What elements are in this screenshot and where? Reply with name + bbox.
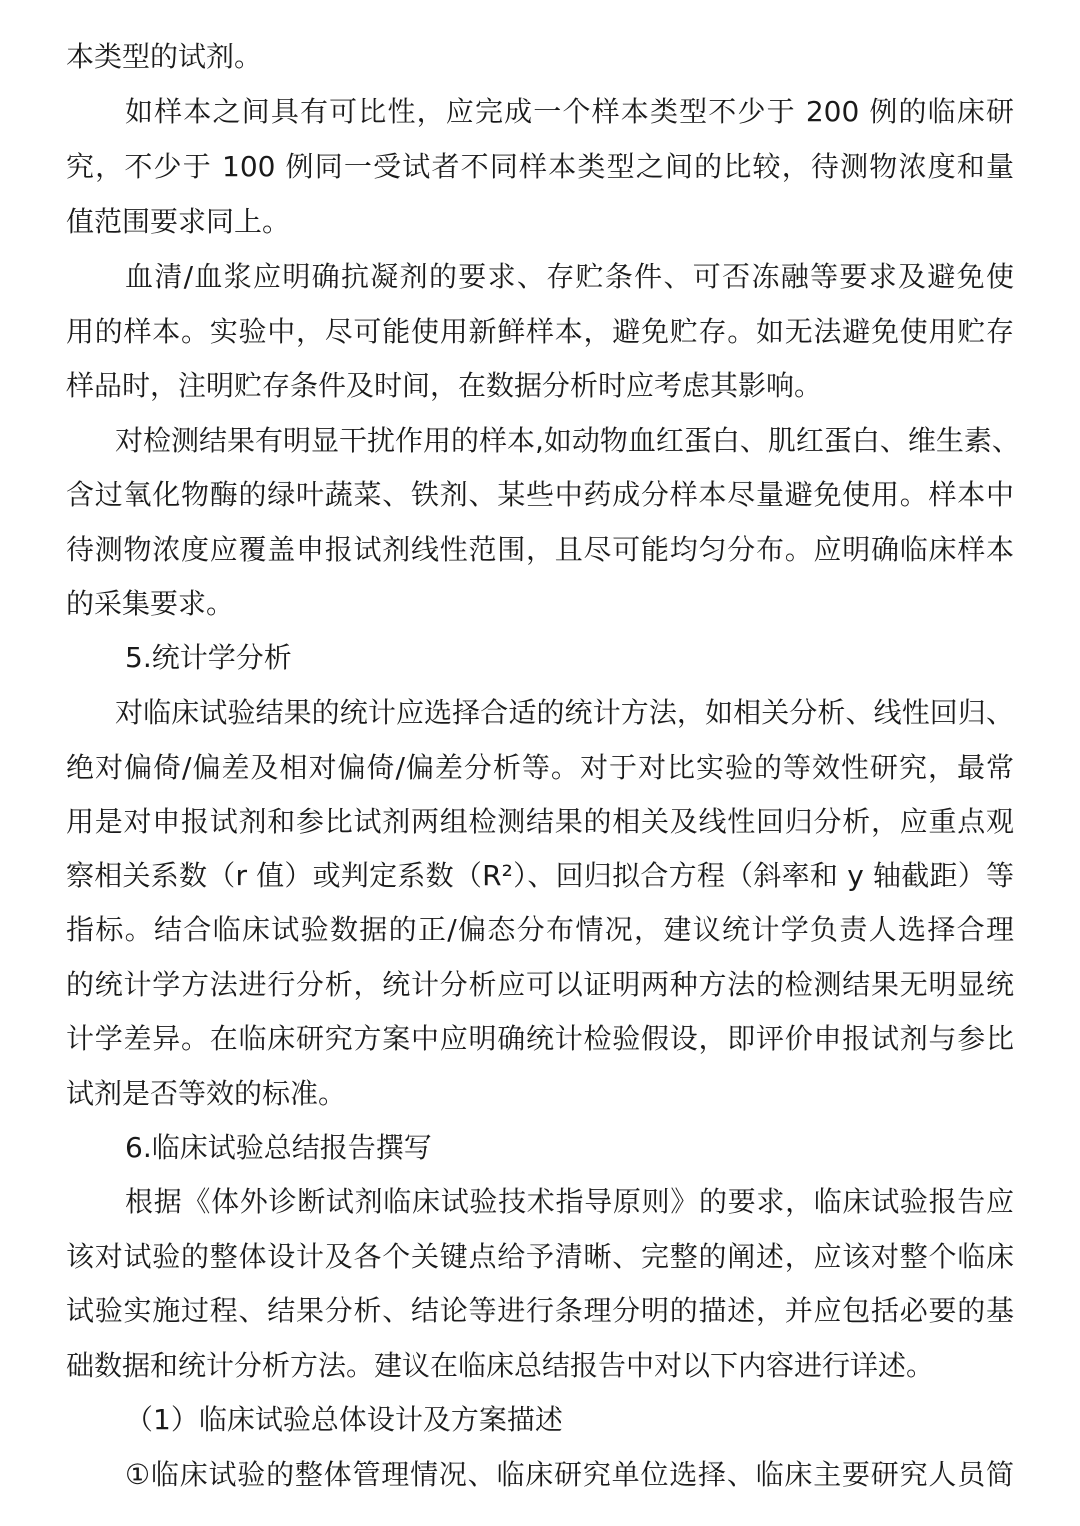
text-line: 试验实施过程、结果分析、结论等进行条理分明的描述，并应包括必要的基 xyxy=(66,1294,1014,1327)
text-line: 试剂是否等效的标准。 xyxy=(66,1077,347,1110)
text-line: 究，不少于 100 例同一受试者不同样本类型之间的比较，待测物浓度和量 xyxy=(66,150,1014,183)
text-line: 指标。结合临床试验数据的正/偏态分布情况，建议统计学负责人选择合理 xyxy=(66,913,1014,946)
text-line: 的采集要求。 xyxy=(66,587,235,620)
text-line: 如样本之间具有可比性，应完成一个样本类型不少于 200 例的临床研 xyxy=(125,95,1014,128)
text-line: ①临床试验的整体管理情况、临床研究单位选择、临床主要研究人员简 xyxy=(125,1458,1014,1491)
text-line: 用的样本。实验中，尽可能使用新鲜样本，避免贮存。如无法避免使用贮存 xyxy=(66,315,1014,348)
text-line: 对检测结果有明显干扰作用的样本,如动物血红蛋白、肌红蛋白、维生素、 xyxy=(115,424,1020,457)
text-line: 待测物浓度应覆盖申报试剂线性范围，且尽可能均匀分布。应明确临床样本 xyxy=(66,533,1014,566)
text-line: 对临床试验结果的统计应选择合适的统计方法，如相关分析、线性回归、 xyxy=(115,696,1014,729)
text-line: 察相关系数（r 值）或判定系数（R²）、回归拟合方程（斜率和 y 轴截距）等 xyxy=(66,859,1014,892)
text-line: 血清/血浆应明确抗凝剂的要求、存贮条件、可否冻融等要求及避免使 xyxy=(125,260,1014,293)
text-line: 绝对偏倚/偏差及相对偏倚/偏差分析等。对于对比实验的等效性研究，最常 xyxy=(66,751,1014,784)
text-line: 计学差异。在临床研究方案中应明确统计检验假设，即评价申报试剂与参比 xyxy=(66,1022,1014,1055)
text-line: 根据《体外诊断试剂临床试验技术指导原则》的要求，临床试验报告应 xyxy=(125,1185,1014,1218)
text-line: 含过氧化物酶的绿叶蔬菜、铁剂、某些中药成分样本尽量避免使用。样本中 xyxy=(66,478,1014,511)
text-line: 样品时，注明贮存条件及时间，在数据分析时应考虑其影响。 xyxy=(66,369,823,402)
section-heading: 6.临床试验总结报告撰写 xyxy=(125,1131,432,1164)
text-line: 该对试验的整体设计及各个关键点给予清晰、完整的阐述，应该对整个临床 xyxy=(66,1240,1014,1273)
text-line: 础数据和统计分析方法。建议在临床总结报告中对以下内容进行详述。 xyxy=(66,1349,935,1382)
subsection-heading: （1）临床试验总体设计及方案描述 xyxy=(125,1403,563,1436)
text-line: 值范围要求同上。 xyxy=(66,205,291,238)
section-heading: 5.统计学分析 xyxy=(125,641,292,674)
text-line: 的统计学方法进行分析，统计分析应可以证明两种方法的检测结果无明显统 xyxy=(66,968,1014,1001)
text-line: 用是对申报试剂和参比试剂两组检测结果的相关及线性回归分析，应重点观 xyxy=(66,805,1014,838)
text-line: 本类型的试剂。 xyxy=(66,40,263,73)
